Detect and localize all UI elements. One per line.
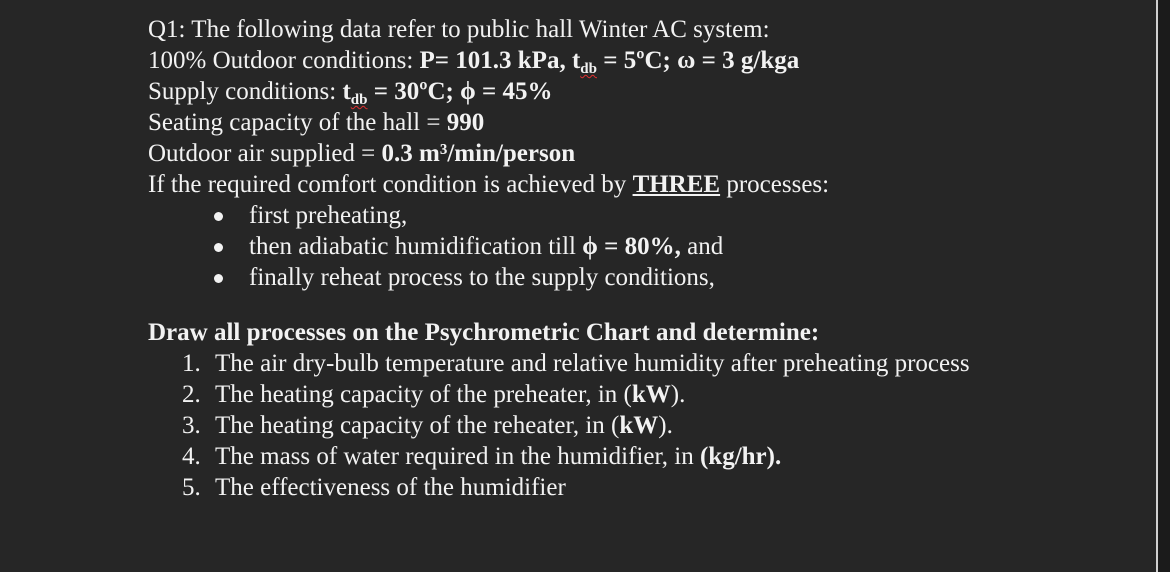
task-number: 5. [182,474,201,501]
outdoor-t-label: t [571,47,581,74]
process-intro-emphasis: THREE [632,171,721,198]
task-4-unit: (kg/hr). [699,443,782,470]
question-document [148,14,1138,503]
task-5-text: The effectiveness of the humidifier [215,474,566,501]
task-3-suffix: ). [658,412,673,439]
spacer [148,293,1138,317]
list-item [148,472,1138,503]
outdoor-air-prefix: Outdoor air supplied = [148,140,382,167]
supply-phi: ϕ = 45% [460,78,553,105]
supply-t-value: = 30ºC; [367,78,461,105]
process-2-prefix: then adiabatic humidification till [249,233,583,260]
process-3-text: finally reheat process to the supply conditions, [249,264,715,291]
outdoor-air-value: 0.3 m³/min/person [381,140,576,167]
task-2-prefix: The heating capacity of the preheater, in ( [215,381,632,408]
list-item [148,200,1138,231]
outdoor-conditions [148,45,1138,76]
process-intro-prefix: If the required comfort condition is achieved by [148,171,633,198]
list-item [148,231,1138,262]
outdoor-sep: , [559,47,572,74]
task-number: 4. [182,443,201,470]
list-item [148,348,1138,379]
supply-conditions [148,76,1138,107]
task-number: 2. [182,381,201,408]
task-number: 3. [182,412,201,439]
list-item [148,410,1138,441]
process-intro-suffix: processes: [720,171,830,198]
outdoor-prefix: 100% Outdoor conditions: [148,47,420,74]
task-2-suffix: ). [670,381,686,408]
task-3-unit: kW [619,412,659,439]
supply-t-label: t [342,78,351,105]
outdoor-t-sub: db [580,61,597,77]
instruction-heading: Draw all processes on the Psychrometric Chart and determine: [148,319,820,346]
task-4-prefix: The mass of water required in the humidifier, in [215,443,700,470]
process-2-suffix: and [680,233,724,260]
task-2-unit: kW [631,381,671,408]
outdoor-t-value: = 5ºC; ω = 3 g/kga [596,47,800,74]
seating-prefix: Seating capacity of the hall = [148,109,447,136]
task-1-text: The air dry-bulb temperature and relative humidity after preheating process [215,350,970,377]
task-list [148,348,1138,503]
process-list [148,200,1138,293]
process-2-bold: ϕ = 80%, [582,233,681,260]
task-number: 1. [182,350,201,377]
seating-capacity [148,107,1138,138]
bullet-icon [214,212,223,221]
list-item [148,441,1138,472]
bullet-icon [214,243,223,252]
outdoor-pressure: P= 101.3 kPa [419,47,560,74]
list-item [148,379,1138,410]
bullet-icon [214,274,223,283]
list-item [148,262,1138,293]
process-1-text: first preheating, [249,202,408,229]
seating-value: 990 [446,109,485,136]
process-intro [148,169,1138,200]
outdoor-air-supplied [148,138,1138,169]
task-3-prefix: The heating capacity of the reheater, in ( [215,412,620,439]
question-title: Q1: The following data refer to public hall Winter AC system: [148,16,770,43]
supply-prefix: Supply conditions: [148,78,343,105]
supply-t-sub: db [350,92,368,108]
window-edge [1156,0,1170,572]
